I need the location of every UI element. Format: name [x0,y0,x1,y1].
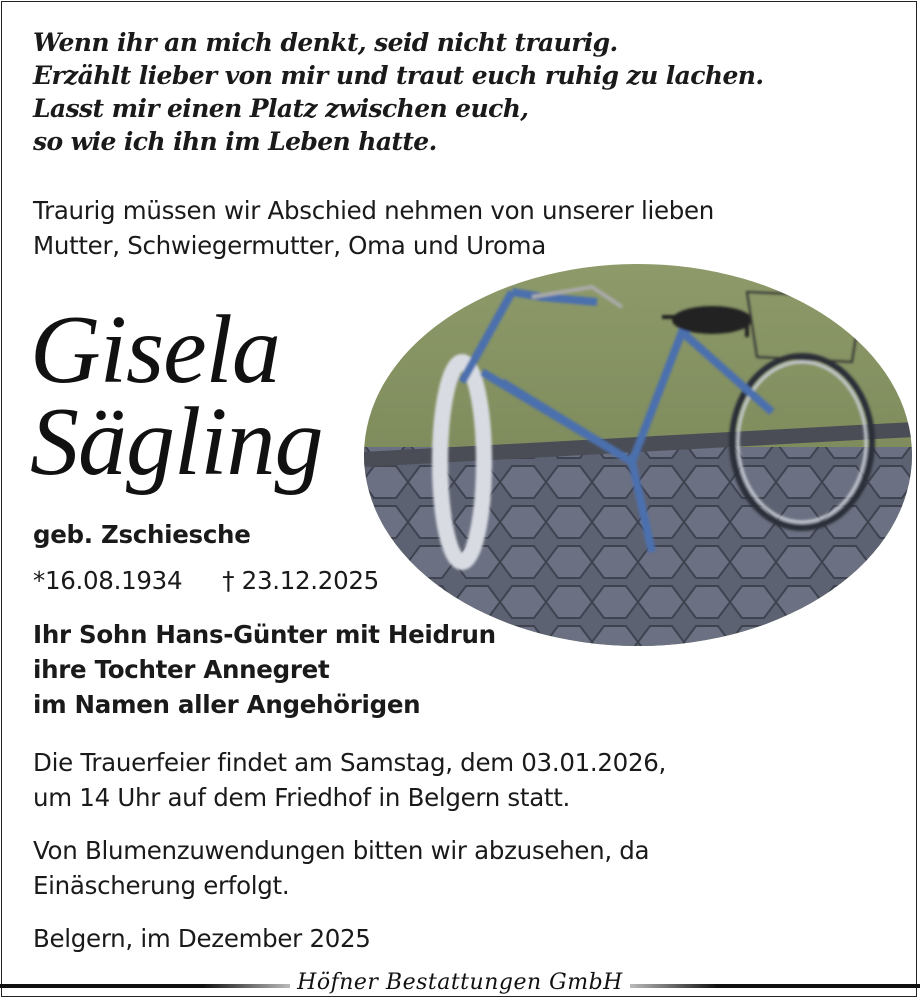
poem-line: Erzählt lieber von mir und traut euch ruhig zu lachen. [33,61,764,90]
death-date: † 23.12.2025 [222,566,379,595]
family-signature [33,617,496,722]
intro-text [33,193,714,263]
deceased-first-name: Gisela [30,296,280,404]
poem-line: Lasst mir einen Platz zwischen euch, [33,94,529,123]
flowers-note [33,833,649,903]
birth-date: *16.08.1934 [33,566,183,595]
family-line: im Namen aller Angehörigen [33,690,421,719]
funeral-home-name: Höfner Bestattungen GmbH [297,970,623,995]
poem-line: so wie ich ihn im Leben hatte. [33,127,437,156]
family-line: ihre Tochter Annegret [33,655,330,684]
life-dates [33,563,419,598]
ceremony-line: um 14 Uhr auf dem Friedhof in Belgern statt. [33,783,571,812]
poem [33,26,763,158]
bicycle-photo [362,262,914,648]
deceased-last-name: Sägling [30,388,323,496]
intro-line: Traurig müssen wir Abschied nehmen von unserer lieben [33,196,714,225]
flowers-line: Von Blumenzuwendungen bitten wir abzusehen, da [33,836,650,865]
funeral-home-footer [0,970,920,998]
place-date: Belgern, im Dezember 2025 [33,924,371,953]
family-line: Ihr Sohn Hans-Günter mit Heidrun [33,620,496,649]
intro-line: Mutter, Schwiegermutter, Oma und Uroma [33,231,546,260]
ceremony-info [33,745,666,815]
birth-name: geb. Zschiesche [33,520,251,549]
ceremony-line: Die Trauerfeier findet am Samstag, dem 03.01.2026, [33,748,667,777]
poem-line: Wenn ihr an mich denkt, seid nicht traurig. [33,28,618,57]
flowers-line: Einäscherung erfolgt. [33,871,290,900]
